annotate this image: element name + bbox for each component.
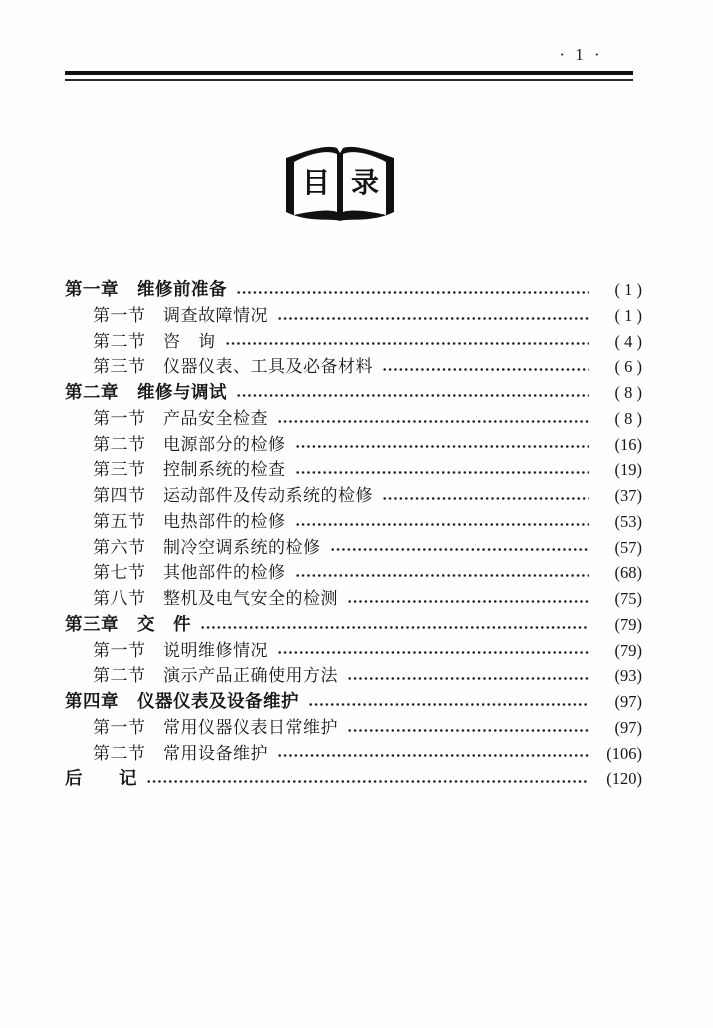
toc-entry-label: 第四节 运动部件及传动系统的检修 — [93, 486, 373, 505]
toc-entry — [65, 432, 642, 458]
toc-entry-label: 第三章 交 件 — [65, 613, 191, 634]
toc-entry-label: 第五节 电热部件的检修 — [93, 511, 286, 531]
dot-leader — [236, 291, 589, 294]
toc-entry-page: (97) — [614, 717, 642, 737]
toc-entry — [65, 689, 642, 715]
dot-leader — [277, 317, 589, 320]
toc-entry-page: (93) — [614, 666, 642, 686]
toc-entry — [65, 715, 642, 741]
toc-entry-label: 第一节 产品安全检查 — [93, 408, 268, 428]
toc-entry-page: ( 8 ) — [614, 408, 642, 428]
dot-leader — [295, 574, 590, 577]
dot-leader — [330, 548, 590, 551]
toc-entry — [65, 457, 642, 483]
toc-entry-label: 第二节 咨 询 — [93, 331, 216, 351]
toc-entry — [65, 741, 642, 767]
toc-entry — [65, 483, 642, 509]
toc-entry-label: 第六节 制冷空调系统的检修 — [93, 537, 321, 557]
toc-entry-page: ( 1 ) — [614, 280, 642, 299]
open-book-icon — [278, 139, 402, 227]
toc-entry-label: 第一章 维修前准备 — [65, 279, 227, 299]
dot-leader — [382, 368, 589, 371]
dot-leader — [146, 780, 589, 783]
page-number: · 1 · — [559, 45, 603, 64]
toc-entry — [65, 663, 642, 689]
toc-entry — [65, 509, 642, 535]
toc-entry-page: (97) — [614, 692, 642, 711]
dot-leader — [236, 394, 589, 397]
dot-leader — [347, 677, 589, 680]
toc-entry-page: ( 1 ) — [614, 305, 642, 325]
toc-entry-label: 第一节 调查故障情况 — [93, 305, 268, 325]
toc-entry — [65, 766, 642, 792]
toc-entry-page: (19) — [614, 460, 642, 480]
toc-entry-page: (57) — [614, 537, 642, 557]
toc-entry — [65, 329, 642, 355]
toc-entry-page: (106) — [606, 743, 642, 763]
toc-entry — [65, 303, 642, 329]
header-rule — [65, 71, 633, 81]
toc-entry-label: 第二节 电源部分的检修 — [93, 434, 286, 454]
toc-entry-label: 第二节 演示产品正确使用方法 — [93, 666, 338, 686]
toc-entry-page: ( 4 ) — [614, 331, 642, 351]
toc-entry — [65, 535, 642, 561]
toc-entry — [65, 638, 642, 664]
toc-list — [65, 277, 642, 792]
toc-entry — [65, 277, 642, 303]
toc-entry-page: (79) — [614, 614, 642, 634]
dot-leader — [277, 651, 589, 654]
toc-entry — [65, 406, 642, 432]
dot-leader — [295, 471, 590, 474]
toc-entry-label: 第一节 常用仪器仪表日常维护 — [93, 717, 338, 737]
toc-entry-label: 后 记 — [65, 768, 137, 789]
toc-entry-page: (75) — [614, 589, 642, 608]
toc-entry — [65, 560, 642, 586]
dot-leader — [347, 729, 589, 732]
toc-entry — [65, 380, 642, 406]
dot-leader — [382, 497, 589, 500]
dot-leader — [225, 342, 590, 345]
dot-leader — [277, 420, 589, 423]
dot-leader — [308, 703, 589, 706]
toc-entry-page: (37) — [614, 486, 642, 505]
toc-entry-page: (68) — [614, 563, 642, 583]
toc-entry-label: 第一节 说明维修情况 — [93, 640, 268, 660]
toc-entry-label: 第二章 维修与调试 — [65, 382, 227, 402]
toc-entry-label: 第三节 仪器仪表、工具及必备材料 — [93, 357, 373, 377]
dot-leader — [295, 523, 590, 526]
toc-entry-label: 第三节 控制系统的检查 — [93, 460, 286, 480]
dot-leader — [200, 626, 589, 629]
toc-entry-label: 第四章 仪器仪表及设备维护 — [65, 691, 299, 711]
toc-entry — [65, 612, 642, 638]
toc-entry-label: 第八节 整机及电气安全的检测 — [93, 589, 338, 608]
toc-entry-label: 第七节 其他部件的检修 — [93, 563, 286, 583]
toc-entry-page: ( 8 ) — [614, 383, 642, 402]
dot-leader — [347, 600, 589, 603]
toc-entry-page: (120) — [606, 769, 642, 789]
book-char-right: 录 — [350, 167, 380, 198]
toc-entry — [65, 354, 642, 380]
toc-entry-page: ( 6 ) — [614, 357, 642, 377]
toc-entry — [65, 586, 642, 612]
toc-entry-page: (16) — [614, 434, 642, 454]
book-char-left: 目 — [301, 167, 331, 198]
toc-entry-page: (53) — [614, 511, 642, 531]
toc-entry-page: (79) — [614, 640, 642, 660]
dot-leader — [277, 754, 589, 757]
dot-leader — [295, 445, 590, 448]
toc-entry-label: 第二节 常用设备维护 — [93, 743, 268, 763]
